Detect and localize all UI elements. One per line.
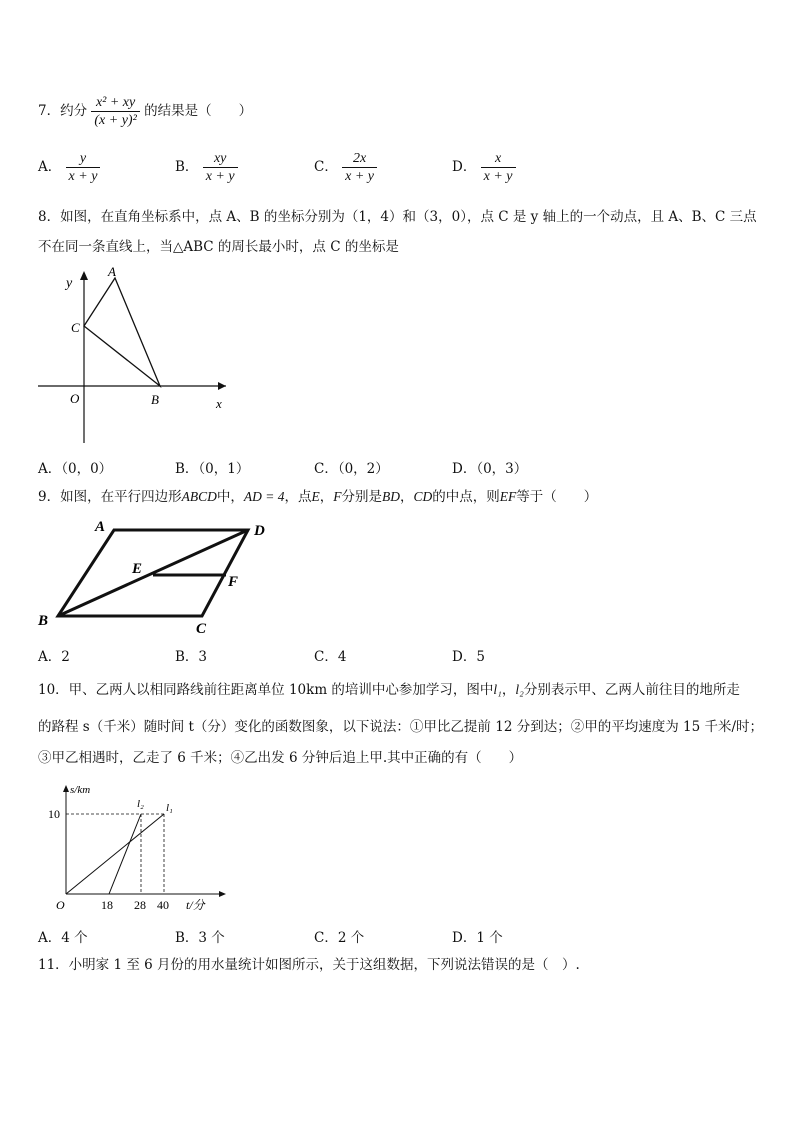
q11-stem: 11．小明家 1 至 6 月份的用水量统计如图所示，关于这组数据，下列说法错误的是（ ）.: [38, 957, 580, 973]
q9-ef: EF: [499, 489, 517, 504]
q9-text: 分别是: [341, 489, 382, 505]
q10-option-c[interactable]: C．2 个: [314, 930, 365, 946]
line-l1: [66, 814, 164, 894]
q9-text: ，: [319, 489, 334, 505]
q9-option-d[interactable]: D．5: [452, 649, 485, 665]
q7-number: 7．约分: [38, 103, 88, 119]
q10-text: ，: [501, 682, 516, 698]
line-l2: [109, 814, 141, 894]
q10-line1: [38, 681, 740, 699]
label-18: 18: [101, 898, 113, 912]
q7-option-d[interactable]: [452, 150, 516, 185]
y-axis-arrow: [80, 271, 88, 280]
frac-num: 2x: [352, 151, 367, 166]
label-d: D: [254, 523, 265, 539]
q9-bd: BD: [381, 489, 400, 504]
label-e: E: [132, 561, 143, 577]
option-label: A．: [38, 159, 62, 175]
q9-stem: [38, 488, 597, 506]
q9-ad: AD = 4: [243, 489, 285, 504]
q8-figure: [30, 265, 260, 445]
q7-option-b[interactable]: [175, 150, 238, 185]
label-o: O: [56, 898, 65, 912]
q7-frac-num: x² + xy: [95, 95, 136, 110]
option-label: B．: [175, 159, 199, 175]
x-axis-arrow: [219, 891, 226, 897]
frac-num: x: [494, 151, 502, 166]
q7-fraction: [91, 94, 139, 129]
q10-line3: ③甲乙相遇时，乙走了 6 千米；④乙出发 6 分钟后追上甲.其中正确的有（ ）: [38, 750, 523, 766]
label-t: t/分: [186, 898, 205, 912]
frac-den: x + y: [66, 167, 101, 185]
label-l1: l₁: [166, 802, 173, 814]
q10-l1: l₁: [493, 682, 502, 697]
q7-frac-den: (x + y)²: [91, 111, 139, 129]
option-fraction: [66, 150, 101, 185]
q7-option-c[interactable]: [314, 150, 377, 185]
label-40: 40: [157, 898, 169, 912]
label-y: y: [66, 276, 73, 291]
q9-prefix: 9．如图，在平行四边形: [38, 489, 182, 505]
frac-den: x + y: [342, 167, 377, 185]
q8-line1: 8．如图，在直角坐标系中，点 A、B 的坐标分别为（1，4）和（3，0），点 C 是 y 轴上的一个动点，且 A、B、C 三点: [38, 209, 757, 225]
frac-den: x + y: [203, 167, 238, 185]
x-axis-arrow: [218, 382, 226, 390]
q8-option-d[interactable]: D．（0，3）: [452, 461, 528, 477]
frac-num: xy: [213, 151, 227, 166]
frac-den: x + y: [481, 167, 516, 185]
label-l2: l₂: [137, 798, 144, 810]
q10-figure: [44, 781, 244, 916]
q10-option-a[interactable]: A．4 个: [38, 930, 88, 946]
q9-cd: CD: [413, 489, 433, 504]
q9-text: 中，: [216, 489, 244, 505]
q9-f: F: [333, 489, 342, 504]
q9-text: 的中点，则: [432, 489, 500, 505]
q8-option-a[interactable]: A．（0，0）: [38, 461, 113, 477]
q10-text: 分别表示甲、乙两人前往目的地所走: [523, 682, 740, 698]
option-label: D．: [452, 159, 477, 175]
label-a: A: [108, 265, 116, 279]
q9-option-b[interactable]: B．3: [175, 649, 208, 665]
option-fraction: [203, 150, 238, 185]
triangle-abc: [84, 278, 160, 386]
label-o: O: [70, 391, 80, 406]
option-label: C．: [314, 159, 338, 175]
q8-option-c[interactable]: C．（0，2）: [314, 461, 389, 477]
label-c: C: [71, 320, 80, 335]
q10-option-d[interactable]: D．1 个: [452, 930, 503, 946]
label-a: A: [95, 519, 106, 535]
label-28: 28: [134, 898, 146, 912]
q10-option-b[interactable]: B．3 个: [175, 930, 225, 946]
q10-line2: 的路程 s（千米）随时间 t（分）变化的函数图象，以下说法：①甲比乙提前 12 分到达；②甲的平均速度为 15 千米/时；: [38, 719, 764, 735]
q8-option-b[interactable]: B．（0，1）: [175, 461, 250, 477]
option-fraction: [342, 150, 377, 185]
q9-option-a[interactable]: A．2: [38, 649, 70, 665]
q9-figure: [34, 513, 284, 638]
label-b: B: [38, 613, 49, 629]
q7-option-a[interactable]: [38, 150, 100, 185]
q7-stem: [38, 94, 252, 129]
q9-abcd: ABCD: [181, 489, 217, 504]
q9-text: ，: [399, 489, 414, 505]
option-fraction: [481, 150, 516, 185]
frac-num: y: [79, 151, 87, 166]
q9-e: E: [311, 489, 320, 504]
q9-option-c[interactable]: C．4: [314, 649, 347, 665]
label-b: B: [151, 392, 159, 407]
q8-line2: 不在同一条直线上，当△ABC 的周长最小时，点 C 的坐标是: [38, 239, 399, 255]
label-x: x: [216, 396, 222, 411]
q7-tail: 的结果是（ ）: [144, 103, 253, 119]
q9-text: ，点: [284, 489, 312, 505]
y-axis-arrow: [63, 785, 69, 792]
q9-tail: 等于（ ）: [516, 489, 598, 505]
label-c: C: [196, 621, 207, 637]
label-ten: 10: [48, 807, 60, 821]
label-s: s/km: [70, 784, 91, 796]
label-f: F: [228, 574, 239, 590]
q10-text: 10．甲、乙两人以相同路线前往距离单位 10km 的培训中心参加学习，图中: [38, 682, 494, 698]
q10-l2: l₂: [515, 682, 524, 697]
